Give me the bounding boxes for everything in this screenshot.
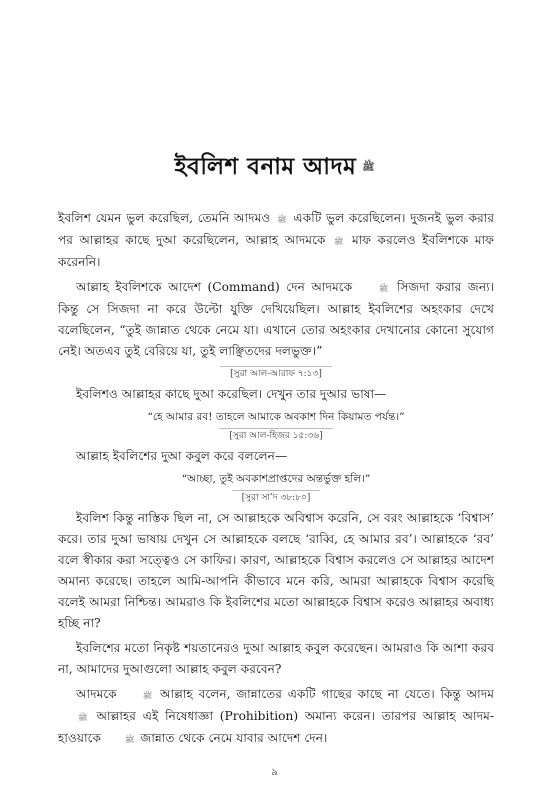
page-number: ৯ bbox=[271, 767, 278, 778]
chapter-title bbox=[0, 148, 549, 187]
paragraph-7: আদমকে ﷺ আল্লাহ বলেন, জান্নাতের একটি গাছের কাছে না যেতে। কিন্তু আদম ﷺ আল্লাহর এই নিষেধাজ্ঞা (Prohibition) অমান্য করেন। তারপর আল্লাহ আদম-হাওয়াকে ﷺ জান্নাত থেকে নেমে যাবার আদেশ দেন। bbox=[58, 684, 494, 750]
verse-quote: “আচ্ছা, তুই অবকাশপ্রাপ্তদের অন্তর্ভুক্ত হলি।” bbox=[181, 473, 371, 485]
salutation-icon: ﷺ bbox=[78, 713, 88, 722]
verse-quote: “হে আমার রব! তাহলে আমাকে অবকাশ দিন কিয়ামত পর্যন্ত।” bbox=[147, 411, 405, 423]
salutation-icon: ﷺ bbox=[333, 237, 344, 246]
salutation-icon: ﷺ bbox=[378, 284, 389, 293]
paragraph-2: আল্লাহ ইবলিশকে আদেশ (Command) দেন আদমকে ﷺ সিজদা করার জন্য। কিন্তু সে সিজদা না করে উল্টো যুক্তি দেখিয়েছিল। আল্লাহ ইবলিশের অহংকার দেখে বলেছিলেন, “তুই জান্নাত থেকে নেমে যা। এখানে তোর অহংকার দেখানোর কোনো সুযোগ নেই। অতএব তুই বেরিয়ে যা, তুই লাঞ্ছিতদের দলভুক্ত।” bbox=[58, 280, 495, 358]
salutation-icon: ﷺ bbox=[142, 691, 153, 700]
body-text bbox=[58, 208, 494, 754]
paragraph-3: ইবলিশও আল্লাহর কাছে দুআ করেছিল। দেখুন তার দুআর ভাষা— bbox=[76, 387, 387, 401]
verse-reference: [সুরা আল-আরাফ ৭:১৩] bbox=[58, 366, 494, 381]
paragraph-5: ইবলিশ কিন্তু নাস্তিক ছিল না, সে আল্লাহকে অবিশ্বাস করেনি, সে বরং আল্লাহকে ‘বিশ্বাস’ করে। তার দুআ ভাষায় দেখুন সে আল্লাহকে বলছে ‘রাব্বি, হে আমার রব’। আল্লাহকে ‘রব’ বলে স্বীকার করা সত্ত্বেও সে কাফির। কারণ, আল্লাহকে বিশ্বাস করলেও সে আল্লাহর আদেশ অমান্য করেছে। তাহলে আমি-আপনি কীভাবে মনে করি, আমরা আল্লাহকে বিশ্বাস করেছি বলেই আমরা নিশ্চিন্ত। আমরাও কি ইবলিশের মতো আল্লাহকে বিশ্বাস করেও আল্লাহর অবাধ্য হচ্ছি না? bbox=[58, 511, 494, 630]
honorific-icon: ﷺ bbox=[362, 161, 375, 173]
verse-reference: [সুরা আল-হিজর ১৫:৩৬] bbox=[58, 428, 494, 443]
paragraph-4: আল্লাহ ইবলিশের দুআ কবুল করে বললেন— bbox=[76, 449, 288, 463]
salutation-icon: ﷺ bbox=[124, 735, 135, 744]
paragraph-6: ইবলিশের মতো নিকৃষ্ট শয়তানেরও দুআ আল্লাহ কবুল করেছেন। আমরাও কি আশা করব না, আমাদের দুআগুলো আল্লাহ কবুল করবেন? bbox=[58, 641, 494, 676]
chapter-title-text: ইবলিশ বনাম আদম bbox=[174, 154, 357, 180]
salutation-icon: ﷺ bbox=[277, 215, 287, 224]
verse-reference: [সুরা সা’দ ৩৮:৮০] bbox=[58, 490, 494, 505]
paragraph-1: ইবলিশ যেমন ভুল করেছিল, তেমনি আদমও ﷺ একটি ভুল করেছিলেন। দুজনই ভুল করার পর আল্লাহর কাছে দুআ করেছিলেন, আল্লাহ আদমকে ﷺ মাফ করলেও ইবলিশকে মাফ করেননি। bbox=[58, 211, 495, 269]
